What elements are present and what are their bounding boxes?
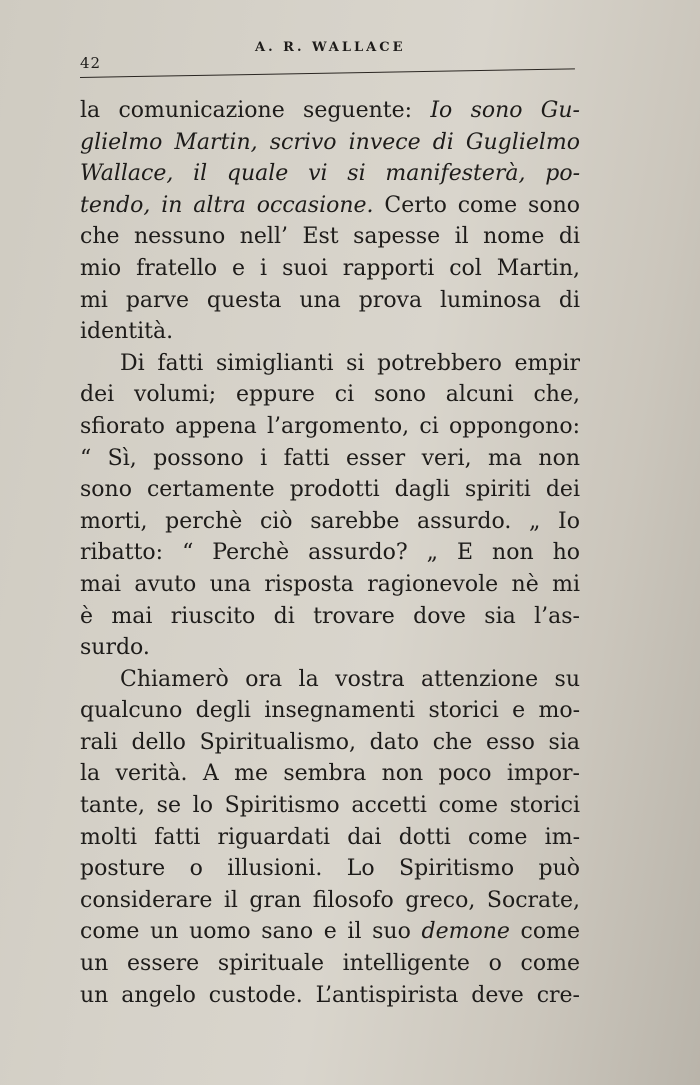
text-line: mio fratello e i suoi rapporti col Martin,: [80, 255, 580, 281]
text-line: Wallace, il quale vi si manifesterà, po-: [80, 161, 580, 187]
text-line: che nessuno nell’ Est sapesse il nome di: [80, 224, 580, 250]
text-line: mi parve questa una prova luminosa di: [80, 287, 580, 313]
text-line: un essere spirituale intelligente o come: [80, 951, 580, 977]
text-line: glielmo Martin, scrivo invece di Guglielmo: [80, 129, 580, 155]
text-line: surdo.: [80, 635, 150, 661]
text-line: come un uomo sano e il suo demone come: [80, 919, 580, 945]
text-line: morti, perchè ciò sarebbe assurdo. „ Io: [80, 508, 580, 534]
text-line: è mai riuscito di trovare dove sia l’as-: [80, 603, 580, 629]
text-line: posture o illusioni. Lo Spiritismo può: [80, 856, 580, 882]
paragraph-start-line: Di fatti simiglianti si potrebbero empir: [120, 350, 580, 376]
text-line: un angelo custode. L’antispirista deve cre-: [80, 982, 580, 1008]
text-line: rali dello Spiritualismo, dato che esso sia: [80, 729, 580, 755]
paragraph-start-line: Chiamerò ora la vostra attenzione su: [120, 666, 580, 692]
body-text: [80, 95, 580, 1011]
page-number: 42: [80, 54, 102, 72]
text-line: ribatto: “ Perchè assurdo? „ E non ho: [80, 540, 580, 566]
text-line: molti fatti riguardati dai dotti come im-: [80, 824, 580, 850]
text-line: dei volumi; eppure ci sono alcuni che,: [80, 382, 580, 408]
text-line: tante, se lo Spiritismo accetti come storici: [80, 793, 580, 819]
text-line: mai avuto una risposta ragionevole nè mi: [80, 571, 580, 597]
text-line: tendo, in altra occasione. Certo come sono: [80, 192, 580, 218]
text-line: qualcuno degli insegnamenti storici e mo-: [80, 698, 580, 724]
text-line: la comunicazione seguente: Io sono Gu-: [80, 98, 580, 123]
text-line: la verità. A me sembra non poco impor-: [80, 761, 580, 787]
header-rule: [80, 68, 575, 78]
text-line: considerare il gran filosofo greco, Socrate,: [80, 887, 580, 913]
text-line: identità.: [80, 319, 174, 345]
text-line: “ Sì, possono i fatti esser veri, ma non: [80, 445, 580, 471]
text-line: sono certamente prodotti dagli spiriti dei: [80, 477, 580, 503]
page-header: [80, 40, 580, 80]
running-head: A. R. WALLACE: [255, 40, 406, 55]
text-line: sfiorato appena l’argomento, ci oppongono:: [80, 413, 580, 439]
